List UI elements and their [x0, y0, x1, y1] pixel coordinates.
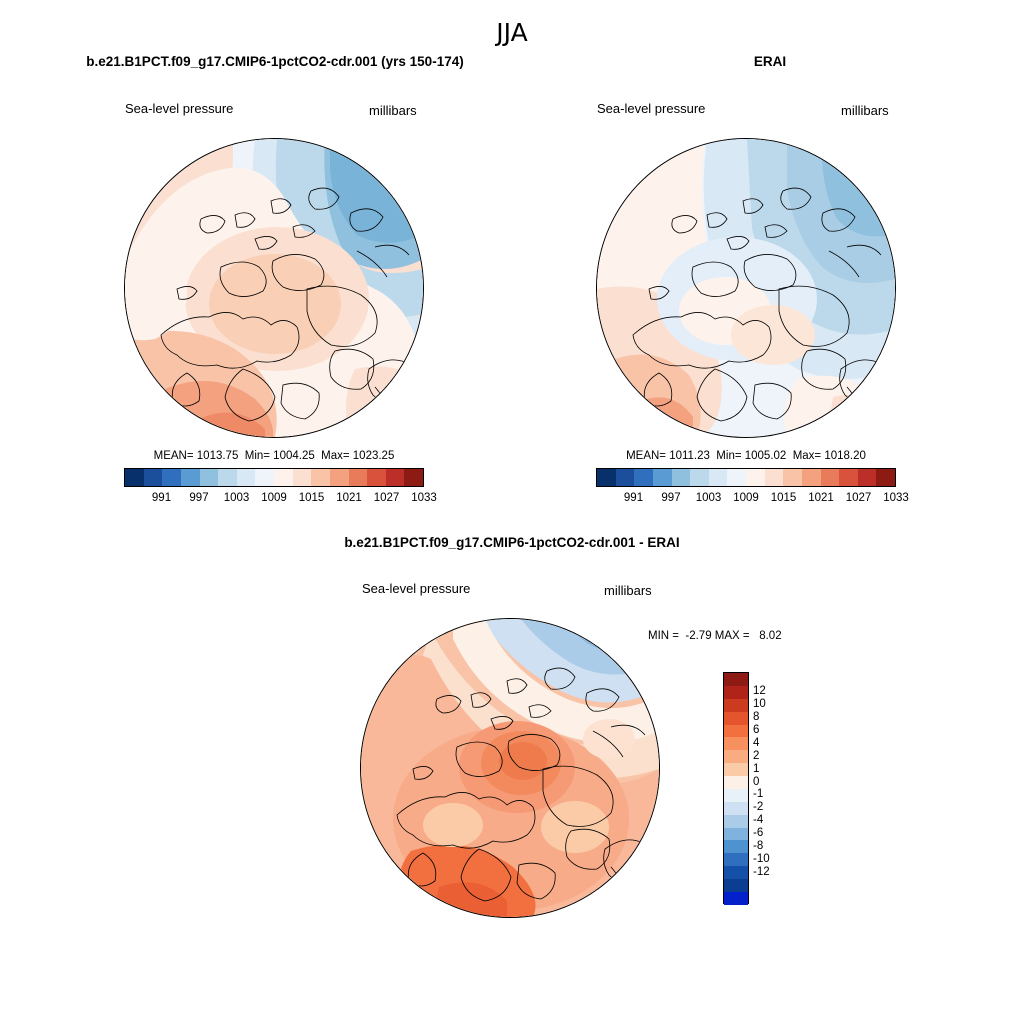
colorbar-swatch — [162, 469, 181, 486]
map-globe-obs-svg — [597, 139, 895, 437]
map-globe-model-svg — [125, 139, 423, 437]
colorbar-swatch — [293, 469, 312, 486]
colorbar-model-ticks — [124, 492, 437, 506]
panel-obs-stats: MEAN= 1011.23 Min= 1005.02 Max= 1018.20 — [626, 450, 866, 462]
colorbar-swatch — [255, 469, 274, 486]
colorbar-tick-label: -8 — [753, 840, 764, 852]
colorbar-tick-label: 1009 — [261, 492, 287, 504]
panel-title-text: b.e21.B1PCT.f09_g17.CMIP6-1pctCO2-cdr.001 - ERAI — [344, 535, 680, 550]
colorbar-tick-label: 1003 — [223, 492, 250, 504]
colorbar-swatch — [724, 737, 748, 750]
map-globe-model — [124, 138, 424, 438]
colorbar-swatch — [709, 469, 728, 486]
colorbar-swatch — [200, 469, 219, 486]
colorbar-tick-label: 1033 — [411, 492, 437, 504]
colorbar-tick-label: 1003 — [695, 492, 722, 504]
colorbar-tick-label: -10 — [753, 852, 770, 865]
colorbar-swatch — [125, 469, 144, 486]
colorbar-swatch — [724, 750, 748, 763]
colorbar-swatch — [724, 789, 748, 802]
colorbar-swatch — [727, 469, 746, 486]
panel-difference-units-label: millibars — [604, 583, 652, 598]
colorbar-model — [124, 468, 424, 487]
panel-model-units-label: millibars — [369, 103, 417, 118]
colorbar-tick-label: 1 — [753, 762, 760, 775]
colorbar-tick-label: 6 — [753, 724, 760, 736]
panel-obs-title — [535, 54, 1005, 69]
colorbar-swatch — [876, 469, 895, 486]
colorbar-swatch — [724, 673, 748, 686]
panel-difference-stats: MIN = -2.79 MAX = 8.02 — [648, 630, 782, 642]
colorbar-swatch — [653, 469, 672, 486]
colorbar-tick-label: 10 — [753, 698, 766, 711]
colorbar-swatch — [821, 469, 840, 486]
colorbar-swatch — [724, 892, 748, 905]
colorbar-tick-label: 1015 — [298, 492, 325, 504]
panel-model-stats: MEAN= 1013.75 Min= 1004.25 Max= 1023.25 — [153, 450, 395, 462]
map-globe-obs — [596, 138, 896, 438]
colorbar-tick-label: 4 — [753, 736, 760, 749]
colorbar-tick-label: 991 — [151, 492, 172, 504]
colorbar-tick-label: 12 — [753, 685, 766, 698]
panel-obs-units-label: millibars — [841, 103, 889, 118]
colorbar-tick-label: 1021 — [808, 492, 834, 504]
colorbar-swatch — [746, 469, 765, 486]
colorbar-swatch — [724, 879, 748, 892]
colorbar-swatch — [144, 469, 163, 486]
panel-model-variable-label: Sea-level pressure — [125, 101, 234, 116]
colorbar-swatch — [724, 802, 748, 815]
colorbar-tick-label: 8 — [753, 711, 760, 724]
colorbar-swatch — [724, 866, 748, 879]
colorbar-swatch — [616, 469, 635, 486]
colorbar-tick-label: 997 — [661, 492, 681, 504]
colorbar-tick-label: 1021 — [336, 492, 362, 504]
colorbar-swatch — [274, 469, 293, 486]
colorbar-obs-ticks — [596, 492, 909, 506]
colorbar-tick-label: 1033 — [883, 492, 909, 504]
colorbar-swatch — [672, 469, 691, 486]
colorbar-swatch — [724, 828, 748, 841]
colorbar-swatch — [634, 469, 653, 486]
colorbar-tick-label: 997 — [189, 492, 209, 504]
colorbar-swatch — [724, 763, 748, 776]
colorbar-swatch — [724, 725, 748, 738]
colorbar-tick-label: 991 — [623, 492, 644, 504]
colorbar-tick-label: -6 — [753, 827, 764, 840]
colorbar-swatch — [724, 712, 748, 725]
panel-difference-title — [0, 535, 1024, 550]
colorbar-swatch — [597, 469, 616, 486]
colorbar-difference-swatches — [723, 672, 749, 904]
colorbar-swatch — [724, 815, 748, 828]
panel-title-text: ERAI — [753, 54, 787, 69]
colorbar-tick-label: -4 — [753, 814, 764, 827]
colorbar-swatch — [724, 776, 748, 789]
colorbar-swatch — [349, 469, 368, 486]
colorbar-swatch — [404, 469, 423, 486]
colorbar-swatch — [237, 469, 256, 486]
colorbar-swatch — [783, 469, 802, 486]
map-globe-difference-svg — [361, 619, 659, 917]
colorbar-tick-label: 0 — [753, 775, 760, 788]
colorbar-swatch — [311, 469, 330, 486]
panel-title-text: b.e21.B1PCT.f09_g17.CMIP6-1pctCO2-cdr.001 (yrs 150-174) — [86, 54, 464, 69]
colorbar-swatch — [218, 469, 237, 486]
colorbar-swatch — [724, 853, 748, 866]
page-title: JJA — [496, 18, 528, 47]
panel-obs-variable-label: Sea-level pressure — [597, 101, 706, 116]
panel-difference-variable-label: Sea-level pressure — [362, 581, 471, 596]
colorbar-tick-label: -2 — [753, 801, 764, 814]
colorbar-tick-label: -1 — [753, 788, 764, 801]
colorbar-swatch — [839, 469, 858, 486]
colorbar-swatch — [858, 469, 877, 486]
colorbar-difference — [723, 672, 770, 904]
colorbar-swatch — [724, 840, 748, 853]
colorbar-swatch — [802, 469, 821, 486]
colorbar-swatch — [690, 469, 709, 486]
colorbar-tick-label: 2 — [753, 749, 760, 762]
colorbar-swatch — [765, 469, 784, 486]
colorbar-swatch — [724, 699, 748, 712]
panel-model-title — [20, 54, 530, 69]
colorbar-swatch — [330, 469, 349, 486]
colorbar-tick-label: -12 — [753, 865, 770, 878]
colorbar-swatch — [724, 686, 748, 699]
colorbar-obs — [596, 468, 896, 487]
colorbar-tick-label: 1015 — [770, 492, 797, 504]
colorbar-swatch — [367, 469, 386, 486]
colorbar-swatch — [181, 469, 200, 486]
colorbar-tick-label: 1027 — [845, 492, 872, 504]
colorbar-tick-label: 1009 — [733, 492, 759, 504]
map-globe-difference — [360, 618, 660, 918]
colorbar-tick-label: 1027 — [373, 492, 400, 504]
colorbar-swatch — [386, 469, 405, 486]
